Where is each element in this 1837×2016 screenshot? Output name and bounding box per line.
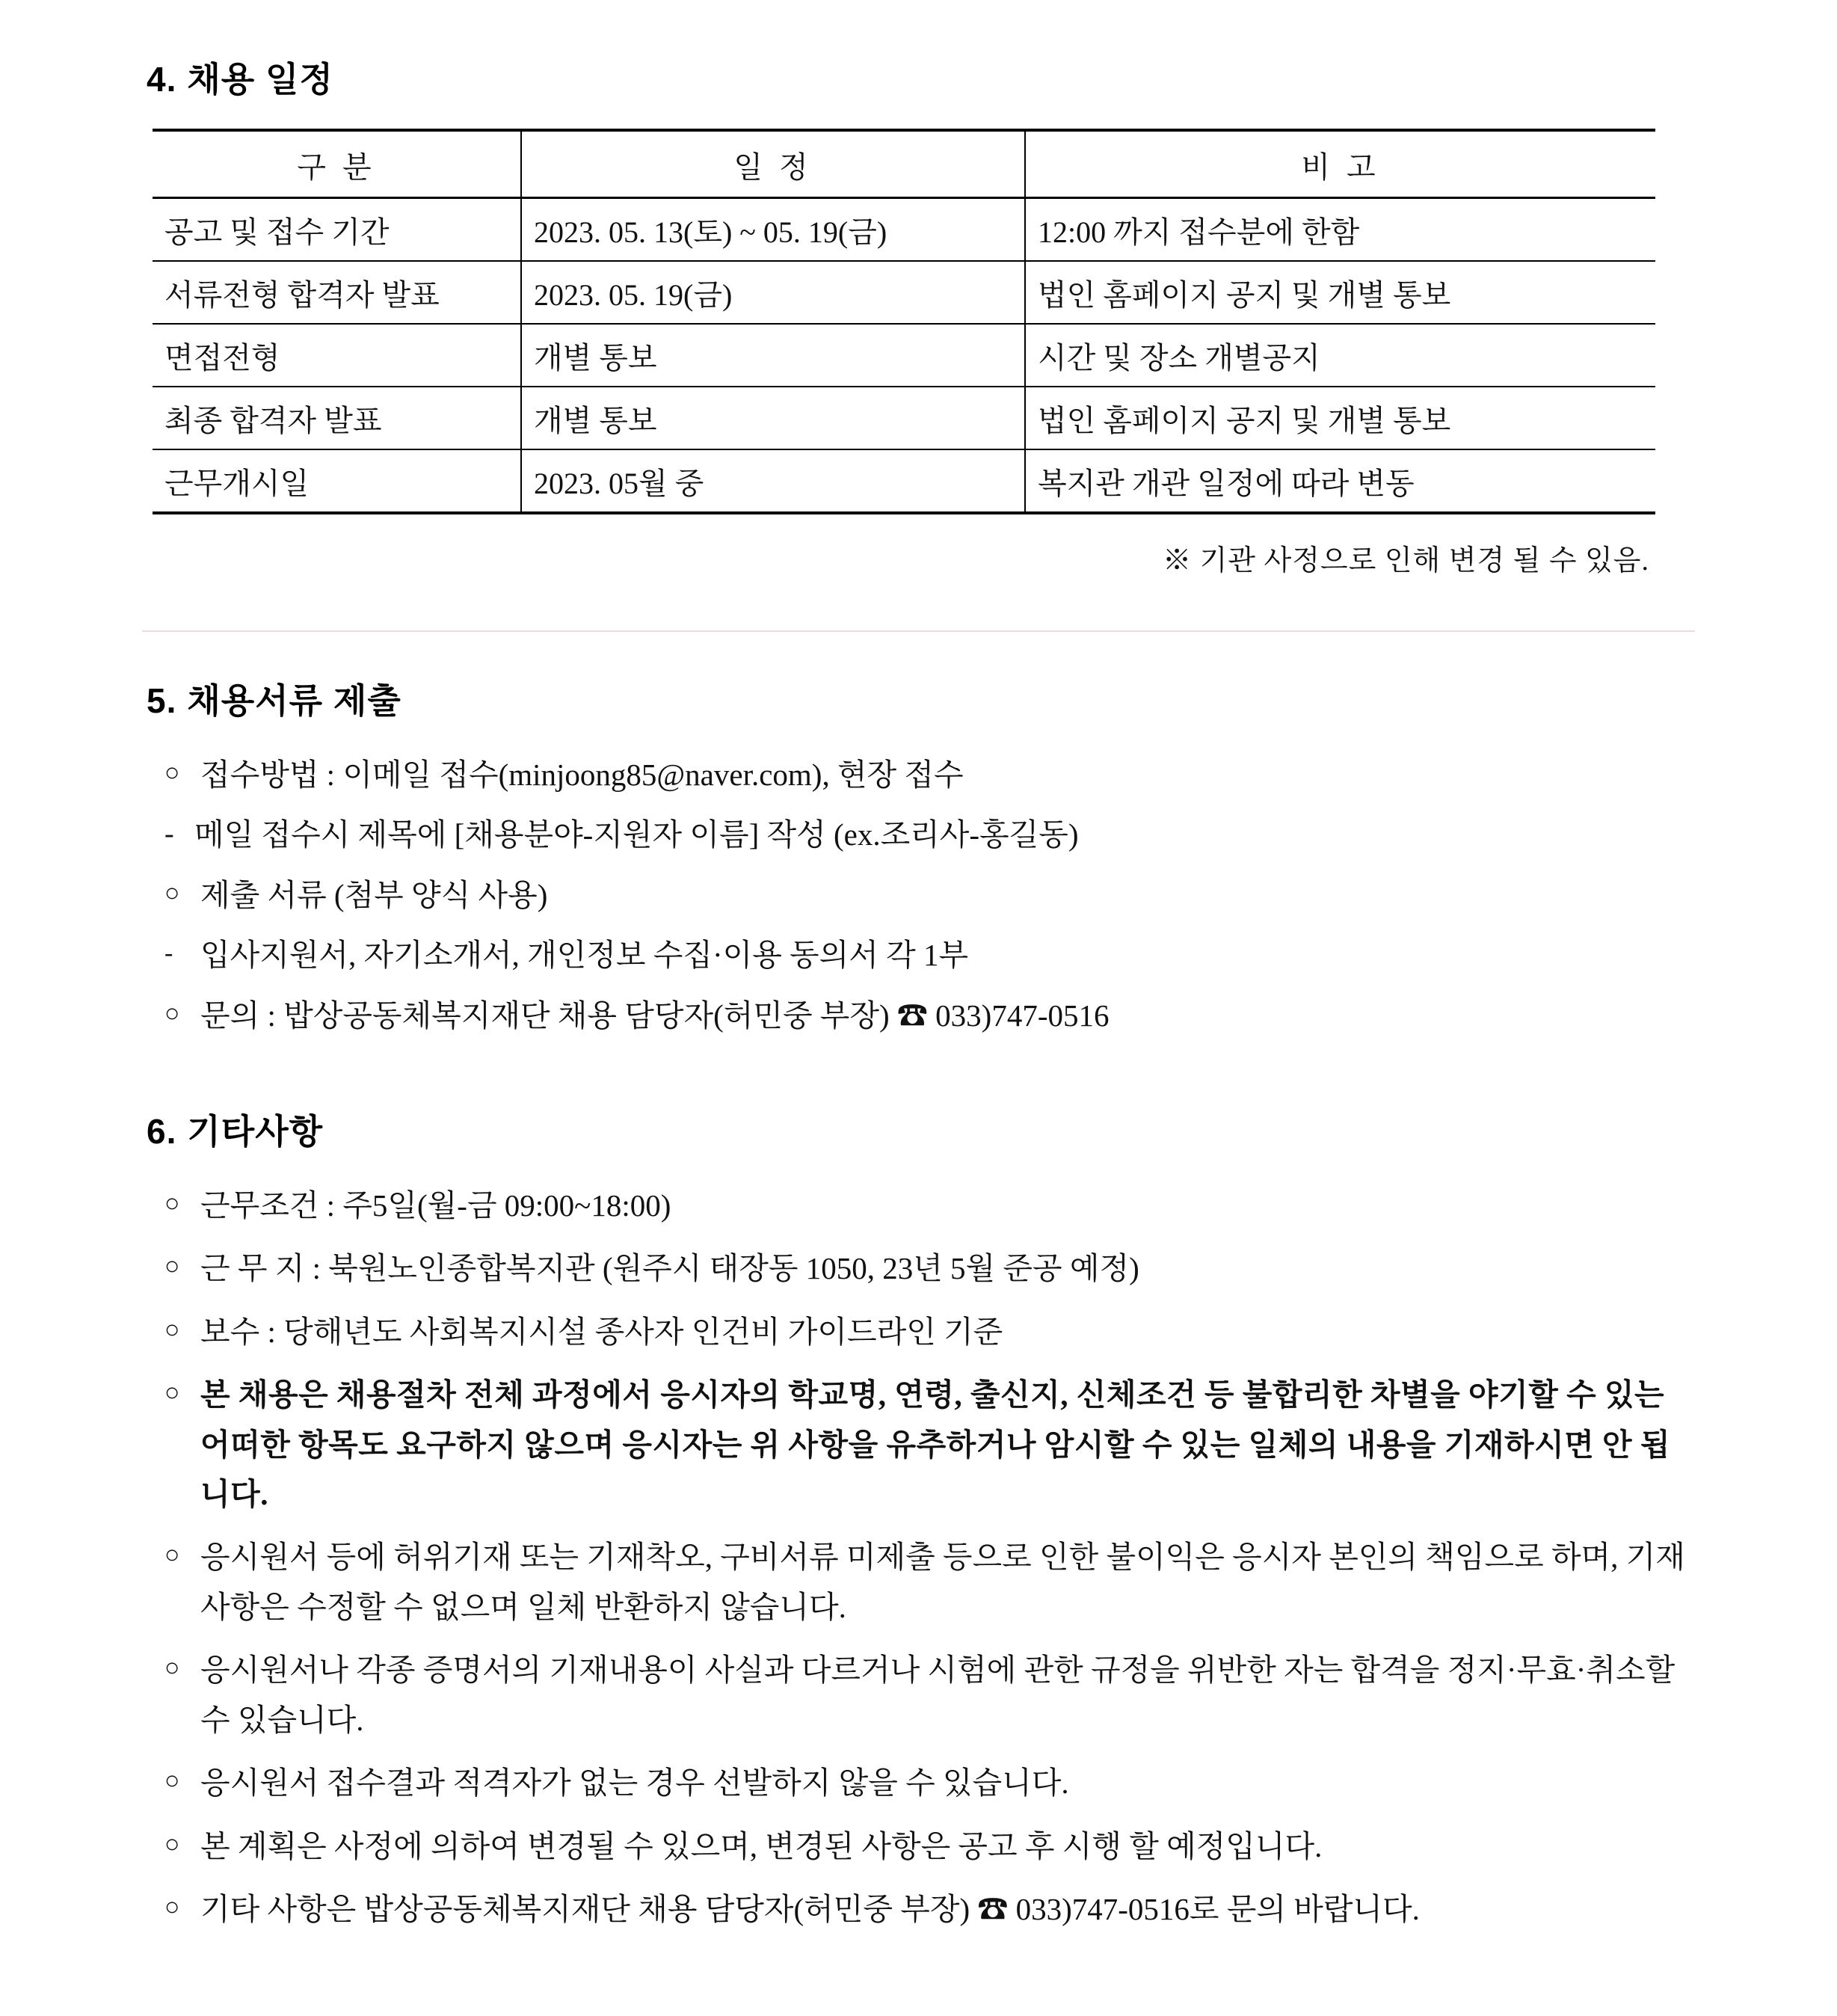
cell-division: 최종 합격자 발표 xyxy=(153,387,521,449)
cell-remarks: 법인 홈페이지 공지 및 개별 통보 xyxy=(1025,261,1655,324)
list-item xyxy=(164,870,1695,920)
list-item-text: 근무조건 : 주5일(월-금 09:00~18:00) xyxy=(200,1188,671,1223)
cell-division: 근무개시일 xyxy=(153,449,521,513)
header-division: 구 분 xyxy=(153,130,521,198)
header-remarks: 비 고 xyxy=(1025,130,1655,198)
header-schedule: 일 정 xyxy=(521,130,1025,198)
cell-division: 공고 및 접수 기간 xyxy=(153,198,521,262)
list-item xyxy=(164,1884,1695,1934)
list-item xyxy=(164,810,1695,859)
list-item xyxy=(164,1758,1695,1807)
list-item-text: 본 계획은 사정에 의하여 변경될 수 있으며, 변경된 사항은 공고 후 시행 할 예정입니다. xyxy=(200,1828,1323,1863)
cell-remarks: 시간 및 장소 개별공지 xyxy=(1025,324,1655,387)
bullet-marker: ○ xyxy=(164,1541,180,1570)
list-item-text: 보수 : 당해년도 사회복지시설 종사자 인건비 가이드라인 기준 xyxy=(200,1314,1003,1349)
bullet-marker: ○ xyxy=(164,1379,180,1407)
bullet-marker: ○ xyxy=(164,1893,180,1921)
table-row xyxy=(153,261,1655,324)
section-5-number: 5. xyxy=(147,681,177,720)
list-item-text: 응시원서 등에 허위기재 또는 기재착오, 구비서류 미제출 등으로 인한 불이익은 응시자 본인의 책임으로 하며, 기재사항은 수정할 수 없으며 일체 반환하지 않습니다. xyxy=(200,1540,1685,1624)
list-item xyxy=(164,1370,1695,1519)
schedule-table-head xyxy=(153,130,1655,198)
table-header-row xyxy=(153,130,1655,198)
list-item xyxy=(164,1244,1695,1293)
section-5-heading xyxy=(147,674,1695,723)
list-item-text: 입사지원서, 자기소개서, 개인정보 수집·이용 동의서 각 1부 xyxy=(200,938,969,973)
cell-schedule: 개별 통보 xyxy=(521,387,1025,449)
list-item-text: 접수방법 : 이메일 접수(minjoong85@naver.com), 현장 접수 xyxy=(200,757,964,792)
bullet-marker: - xyxy=(164,818,174,850)
section-4-title: 채용 일정 xyxy=(187,60,333,99)
list-item-text: 응시원서나 각종 증명서의 기재내용이 사실과 다르거나 시험에 관한 규정을 위반한 자는 합격을 정지·무효·취소할 수 있습니다. xyxy=(200,1653,1676,1737)
list-item-text: 근 무 지 : 북원노인종합복지관 (원주시 태장동 1050, 23년 5월 준공 예정) xyxy=(200,1251,1139,1286)
schedule-table-wrapper xyxy=(153,129,1655,578)
section-6-number: 6. xyxy=(147,1112,177,1152)
section-document-submission xyxy=(142,674,1695,1040)
cell-schedule: 2023. 05. 13(토) ~ 05. 19(금) xyxy=(521,198,1025,262)
cell-schedule: 개별 통보 xyxy=(521,324,1025,387)
list-item-text: 기타 사항은 밥상공동체복지재단 채용 담당자(허민중 부장) ☎ 033)747-0516로 문의 바랍니다. xyxy=(200,1891,1420,1926)
bullet-marker: ○ xyxy=(164,1190,180,1218)
bullet-marker: ○ xyxy=(164,1253,180,1281)
bullet-marker: ○ xyxy=(164,1830,180,1858)
bullet-marker: ○ xyxy=(164,1654,180,1682)
list-item xyxy=(164,1532,1695,1632)
list-item xyxy=(164,1822,1695,1871)
list-item-text: 본 채용은 채용절차 전체 과정에서 응시자의 학교명, 연령, 출신지, 신체조건 등 불합리한 차별을 야기할 수 있는 어떠한 항목도 요구하지 않으며 응시자는 위 사항을 유추하거나 암시할 수 있는 일체의 내용을 기재하시면 안 됩니다. xyxy=(200,1377,1671,1512)
section-5-title: 채용서류 제출 xyxy=(187,681,401,720)
bullet-marker: ○ xyxy=(164,759,180,787)
list-item xyxy=(164,1307,1695,1356)
list-item xyxy=(164,930,1695,980)
list-item-text: 메일 접수시 제목에 [채용분야-지원자 이름] 작성 (ex.조리사-홍길동) xyxy=(194,817,1079,852)
table-row xyxy=(153,198,1655,262)
table-row xyxy=(153,449,1655,513)
bullet-marker: ○ xyxy=(164,999,180,1027)
bullet-marker: ○ xyxy=(164,1767,180,1795)
list-item xyxy=(164,1181,1695,1230)
bullet-marker: ○ xyxy=(164,1315,180,1344)
section-other-matters xyxy=(142,1104,1695,1934)
list-item xyxy=(164,1645,1695,1745)
table-row xyxy=(153,387,1655,449)
cell-remarks: 복지관 개관 일정에 따라 변동 xyxy=(1025,449,1655,513)
section-6-heading xyxy=(147,1104,1695,1154)
cell-division: 서류전형 합격자 발표 xyxy=(153,261,521,324)
section-recruitment-schedule xyxy=(142,52,1695,578)
list-item xyxy=(164,991,1695,1040)
cell-division: 면접전형 xyxy=(153,324,521,387)
cell-remarks: 12:00 까지 접수분에 한함 xyxy=(1025,198,1655,262)
list-item xyxy=(164,750,1695,799)
schedule-table-body xyxy=(153,198,1655,514)
section-divider xyxy=(142,630,1695,632)
table-row xyxy=(153,324,1655,387)
cell-schedule: 2023. 05. 19(금) xyxy=(521,261,1025,324)
section-4-heading xyxy=(147,52,1695,102)
schedule-table-note: ※ 기관 사정으로 인해 변경 될 수 있음. xyxy=(1163,545,1649,577)
section-4-number: 4. xyxy=(147,60,177,99)
other-matters-list xyxy=(164,1181,1695,1934)
cell-schedule: 2023. 05월 중 xyxy=(521,449,1025,513)
list-item-text: 문의 : 밥상공동체복지재단 채용 담당자(허민중 부장) ☎ 033)747-0516 xyxy=(200,998,1110,1033)
submission-list xyxy=(164,750,1695,1040)
cell-remarks: 법인 홈페이지 공지 및 개별 통보 xyxy=(1025,387,1655,449)
section-6-title: 기타사항 xyxy=(187,1112,324,1152)
schedule-table xyxy=(153,129,1655,514)
list-item-text: 제출 서류 (첨부 양식 사용) xyxy=(200,877,548,912)
bullet-marker: - xyxy=(164,939,173,968)
list-item-text: 응시원서 접수결과 적격자가 없는 경우 선발하지 않을 수 있습니다. xyxy=(200,1765,1069,1801)
bullet-marker: ○ xyxy=(164,879,180,907)
